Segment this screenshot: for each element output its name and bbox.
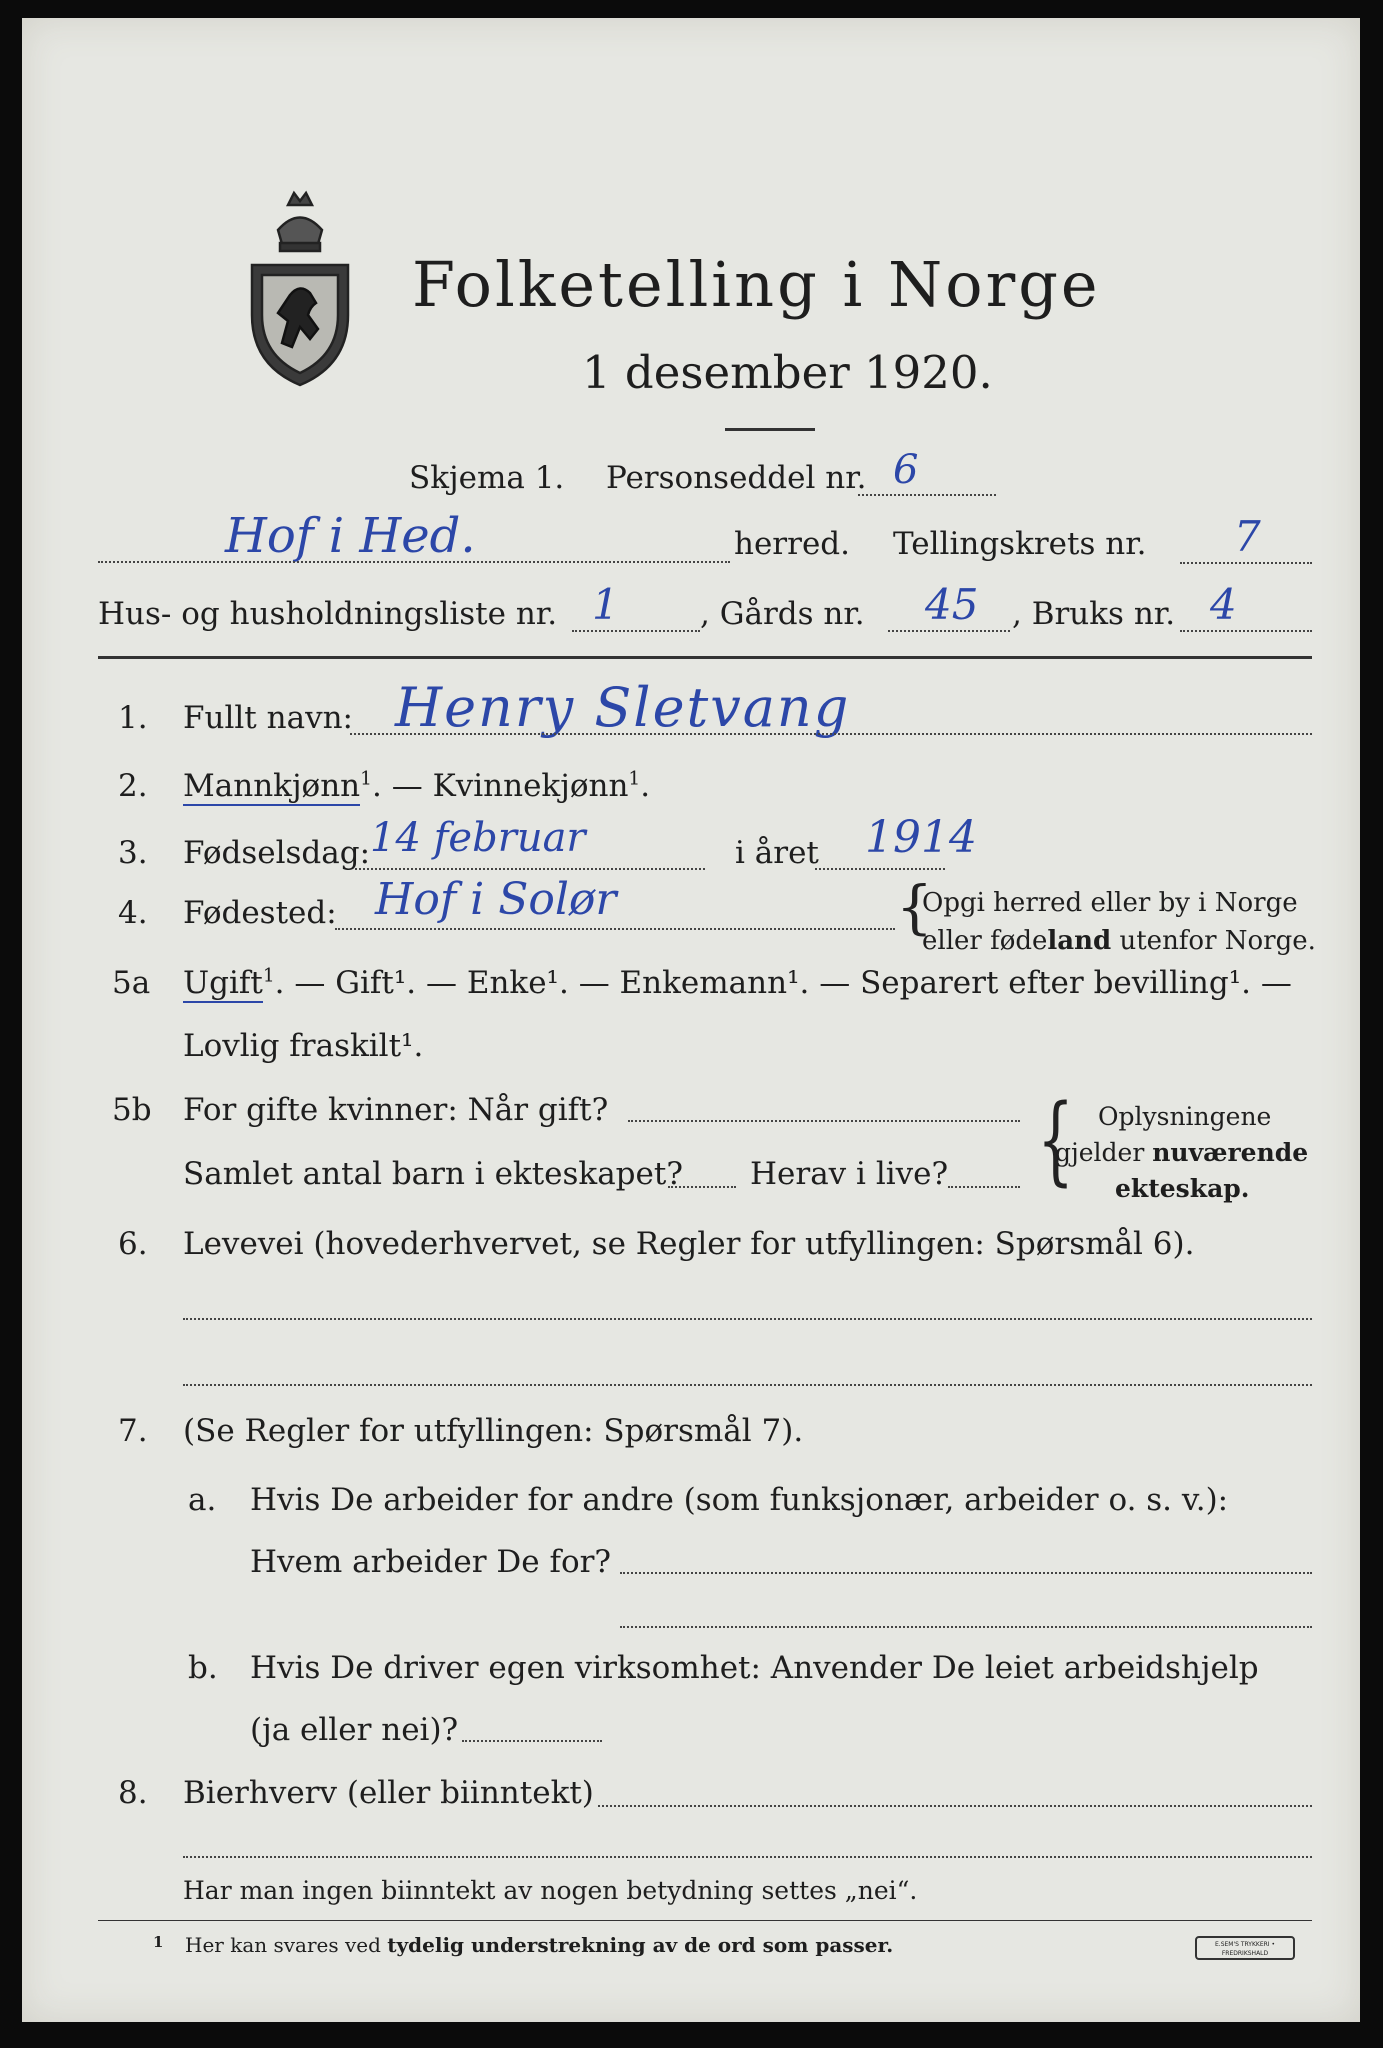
q7b-answer-line[interactable]	[462, 1740, 602, 1742]
personseddel-label: Personseddel nr.	[606, 460, 867, 496]
q5a-options: Ugift$^1$. — Gift¹. — Enke¹. — Enkemann¹. — Separert efter bevilling¹. —	[183, 965, 1292, 1001]
q6-answer-line-1[interactable]	[183, 1318, 1312, 1320]
census-date: 1 desember 1920.	[582, 346, 993, 399]
herred-label: herred.	[734, 526, 850, 562]
q6-number: 6.	[118, 1226, 148, 1262]
q7a-employer-line[interactable]	[620, 1572, 1312, 1574]
q2-female-option[interactable]: Kvinnekjønn	[432, 768, 629, 804]
q4-note-line1: Opgi herred eller by i Norge	[922, 888, 1298, 918]
q4-note-line2: eller fødeland utenfor Norge.	[922, 926, 1316, 956]
q6-label: Levevei (hovederhvervet, se Regler for utfyllingen: Spørsmål 6).	[183, 1226, 1195, 1262]
footnote-text: Her kan svares ved tydelig understrekning av de ord som passer.	[185, 1933, 894, 1957]
q7a-employer-label: Hvem arbeider De for?	[250, 1544, 612, 1580]
tellingskrets-value[interactable]: 7	[1234, 512, 1261, 561]
q5a-number: 5a	[112, 965, 151, 1001]
gards-value[interactable]: 45	[925, 580, 979, 629]
form-title: Folketelling i Norge	[412, 248, 1101, 321]
section-divider	[98, 656, 1312, 659]
q5b-note-line2: gjelder nuværende	[1055, 1138, 1309, 1167]
q8-answer-line[interactable]	[598, 1805, 1312, 1807]
q5b-alive-label: Herav i live?	[750, 1156, 949, 1192]
footnote-mark: 1	[153, 1933, 164, 1951]
q8-number: 8.	[118, 1775, 148, 1811]
gards-label: , Gårds nr.	[700, 596, 865, 632]
q7b-label: Hvis De driver egen virksomhet: Anvender De leiet arbeidshjelp	[250, 1650, 1259, 1686]
q1-full-name[interactable]: Henry Sletvang	[395, 676, 851, 739]
skjema-label: Skjema 1.	[409, 460, 565, 496]
q3-birth-year[interactable]: 1914	[865, 812, 977, 863]
bruks-label: , Bruks nr.	[1012, 596, 1176, 632]
q2-options: Mannkjønn$^1$. — Kvinnekjønn$^1$.	[183, 768, 651, 804]
q5a-ugift-option[interactable]: Ugift	[183, 965, 263, 1001]
title-divider	[725, 428, 815, 431]
q5b-note-line3: ekteskap.	[1115, 1174, 1250, 1203]
footnote-divider	[98, 1920, 1312, 1921]
q4-label: Fødested:	[183, 895, 337, 931]
husliste-value[interactable]: 1	[592, 580, 619, 629]
personseddel-value[interactable]: 6	[893, 447, 919, 493]
q7a-letter: a.	[188, 1482, 217, 1518]
tellingskrets-label: Tellingskrets nr.	[893, 526, 1147, 562]
printer-stamp: E.SEM'S TRYKKERI • FREDRIKSHALD	[1195, 1936, 1295, 1960]
q6-answer-line-2[interactable]	[183, 1384, 1312, 1386]
q3-label: Fødselsdag:	[183, 835, 371, 871]
q8-label: Bierhverv (eller biinntekt)	[183, 1775, 594, 1811]
q5b-children-label: Samlet antal barn i ekteskapet?	[183, 1156, 683, 1192]
q3-year-label: i året	[735, 835, 819, 871]
q7b-yes-no-label: (ja eller nei)?	[250, 1712, 459, 1748]
q4-number: 4.	[118, 895, 148, 931]
q7-number: 7.	[118, 1413, 148, 1449]
q5b-number: 5b	[112, 1092, 152, 1128]
coat-of-arms-icon	[240, 185, 360, 395]
q4-birthplace[interactable]: Hof i Solør	[375, 874, 617, 925]
q7a-label: Hvis De arbeider for andre (som funksjonær, arbeider o. s. v.):	[250, 1482, 1229, 1518]
q2-number: 2.	[118, 768, 148, 804]
q2-male-option[interactable]: Mannkjønn	[183, 768, 361, 804]
q3-birthday[interactable]: 14 februar	[370, 815, 586, 861]
husliste-label: Hus- og husholdningsliste nr.	[98, 596, 558, 632]
q5b-note-brace: {	[1037, 1084, 1074, 1196]
q5a-option-fraskilt[interactable]: Lovlig fraskilt¹.	[183, 1028, 424, 1064]
q8-note: Har man ingen biinntekt av nogen betydning settes „nei“.	[183, 1876, 918, 1905]
bruks-value[interactable]: 4	[1210, 580, 1237, 629]
q7-label: (Se Regler for utfyllingen: Spørsmål 7).	[183, 1413, 804, 1449]
q3-number: 3.	[118, 835, 148, 871]
q5b-married-when-label: For gifte kvinner: Når gift?	[183, 1092, 609, 1128]
q5b-note-line1: Oplysningene	[1098, 1102, 1272, 1131]
q1-label: Fullt navn:	[183, 700, 353, 736]
q1-number: 1.	[118, 700, 148, 736]
herred-value[interactable]: Hof i Hed.	[225, 508, 476, 564]
q4-note-brace: {	[896, 873, 933, 941]
q7b-letter: b.	[188, 1650, 218, 1686]
